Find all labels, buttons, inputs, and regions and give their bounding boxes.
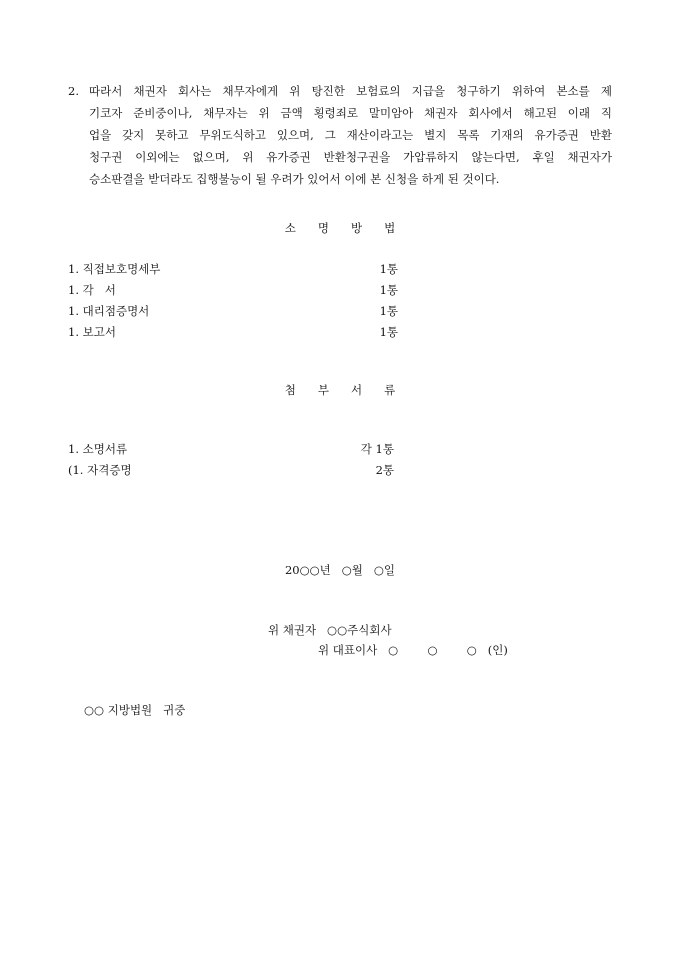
creditor-signature: 위 채권자 ○○주식회사 [268,623,392,637]
paragraph-number: 2. [68,84,79,98]
evidence-item-qty: 1통 [379,325,398,339]
paragraph-line: 승소판결을 받더라도 집행불능이 될 우려가 있어서 이에 본 신청을 하게 된 것이다. [89,172,500,186]
evidence-item-qty: 1통 [379,304,398,318]
attachments-heading: 첨부서류 [284,383,418,397]
claim-paragraph [68,80,612,190]
attachment-item-qty: 각 1통 [360,442,394,456]
paragraph-line: 업을 갖지 못하고 무위도식하고 있으며, 그 재산이라고는 별지 목록 기재의 유가증권 반환 [89,128,612,142]
paragraph-line: 따라서 채권자 회사는 채무자에게 위 탕진한 보험료의 지급을 청구하기 위하여 본소를 제 [89,84,612,98]
attachment-item [68,439,394,460]
evidence-item-label: 1. 대리점증명서 [68,304,150,318]
evidence-item [68,280,398,301]
paragraph-line: 청구권 이외에는 없으며, 위 유가증권 반환청구권을 가압류하지 않는다면, 후일 채권자가 [89,150,612,164]
paragraph-line: 기코자 준비중이나, 채무자는 위 금액 횡령죄로 말미암아 채권자 회사에서 해고된 이래 직 [89,106,612,120]
attachment-item-qty: 2통 [375,463,394,477]
attachment-item-label: 1. 소명서류 [68,442,128,456]
representative-signature: 위 대표이사 ○ ○ ○ (인) [318,643,508,657]
evidence-item-label: 1. 각 서 [68,283,116,297]
evidence-item [68,322,398,343]
attachment-item-label: (1. 자격증명 [68,463,132,477]
evidence-item [68,301,398,322]
evidence-heading: 소명방법 [284,221,418,235]
attachments-list [68,439,394,481]
evidence-item-qty: 1통 [379,283,398,297]
attachment-item [68,460,394,481]
evidence-item [68,259,398,280]
evidence-item-qty: 1통 [379,262,398,276]
evidence-list [68,259,398,343]
evidence-item-label: 1. 보고서 [68,325,116,339]
court-addressee: ○○ 지방법원 귀중 [84,703,186,717]
filing-date: 20○○년 ○월 ○일 [284,563,396,577]
evidence-item-label: 1. 직접보호명세부 [68,262,161,276]
